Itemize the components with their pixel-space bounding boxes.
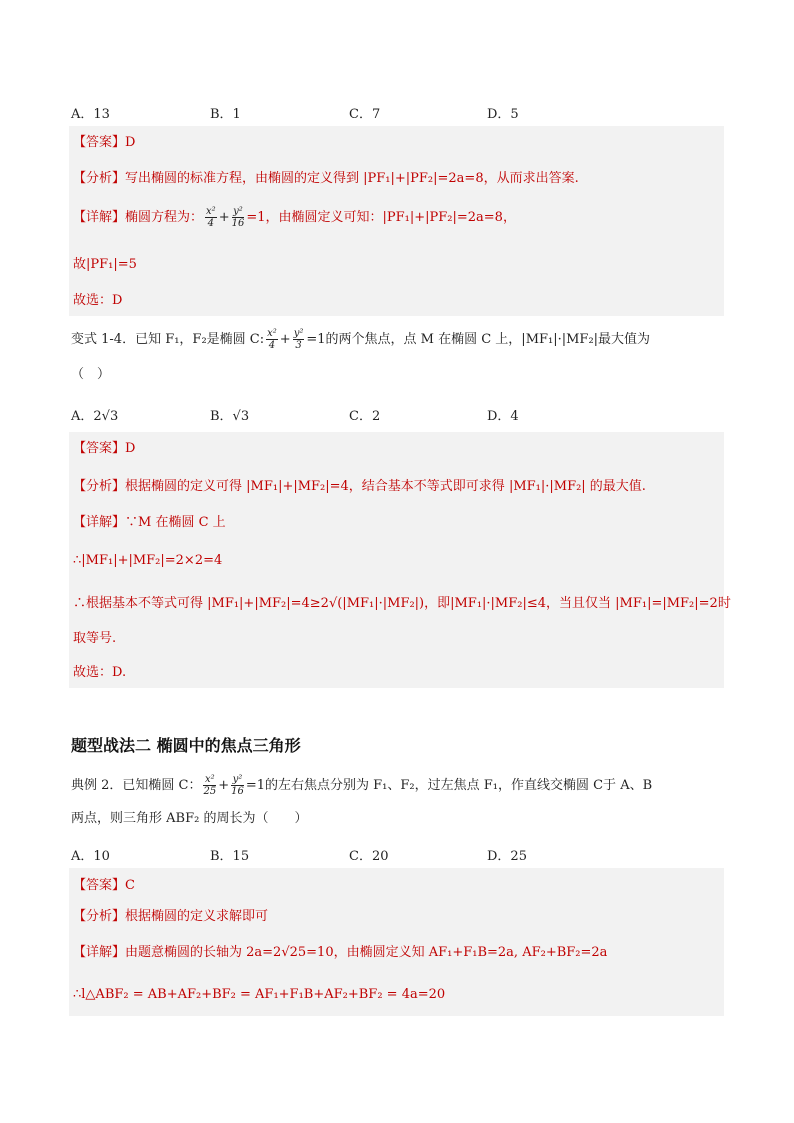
example2-solution-block bbox=[69, 868, 724, 1016]
fraction: $\frac{\text{x²}}{4}$ bbox=[267, 328, 277, 351]
variant-option-b: B．√3 bbox=[210, 409, 250, 424]
answer-value: D bbox=[125, 441, 136, 456]
fraction: $\frac{\text{x²}}{25}$ bbox=[203, 774, 217, 797]
example2-line2: ∴l△ABF₂ = AB+AF₂+BF₂ = AF₁+F₁B+AF₂+BF₂ = 4a=20 bbox=[73, 987, 446, 1002]
example2-analysis-row bbox=[73, 908, 268, 926]
variant-option-c: C．2 bbox=[349, 409, 381, 424]
variant-question bbox=[71, 328, 650, 351]
answer-tag: 【答案】 bbox=[73, 878, 126, 893]
plus-sign: + bbox=[218, 778, 230, 793]
variant-line5: 故选：D. bbox=[73, 665, 127, 680]
variant-option-d: D．4 bbox=[487, 409, 519, 424]
detail-text: 由题意椭圆的长轴为 2a=2√25=10，由椭圆定义知 AF₁+F₁B=2a, AF₂+BF₂=2a bbox=[125, 945, 608, 960]
q1-line3: 故选：D bbox=[73, 293, 123, 308]
q1-option-a: A．13 bbox=[71, 107, 110, 122]
q1-option-c: C．7 bbox=[349, 107, 381, 122]
plus-sign: + bbox=[218, 210, 230, 225]
answer-tag: 【答案】 bbox=[73, 441, 126, 456]
example2-option-d: D．25 bbox=[487, 849, 527, 864]
q1-option-d: D．5 bbox=[487, 107, 519, 122]
variant-line4: 取等号. bbox=[73, 631, 117, 646]
q1-solution-block bbox=[69, 126, 724, 316]
q1-answer-row bbox=[73, 134, 135, 152]
fraction: $\frac{\text{y²}}{16}$ bbox=[231, 774, 244, 797]
analysis-tag: 【分析】 bbox=[73, 479, 126, 494]
variant-analysis-row bbox=[73, 478, 646, 496]
example2-text-pre: 典例 2．已知椭圆 C： bbox=[71, 778, 202, 793]
answer-value: C bbox=[125, 878, 135, 893]
detail-tag: 【详解】 bbox=[73, 515, 126, 530]
detail-text: ∵M 在椭圆 C 上 bbox=[125, 515, 226, 530]
example2-options bbox=[71, 845, 631, 863]
detail-tag: 【详解】 bbox=[73, 945, 126, 960]
q1-line2: 故|PF₁|=5 bbox=[73, 257, 137, 272]
answer-value: D bbox=[125, 135, 136, 150]
example2-question bbox=[71, 774, 652, 797]
fraction: $\frac{\text{y²}}{16}$ bbox=[231, 206, 245, 229]
variant-answer-row bbox=[73, 440, 135, 458]
variant-line2: ∴|MF₁|+|MF₂|=2×2=4 bbox=[73, 553, 223, 568]
example2-answer-row bbox=[73, 877, 135, 895]
detail-pre: 椭圆方程为： bbox=[125, 210, 204, 225]
variant-options bbox=[71, 405, 631, 423]
example2-detail-row bbox=[73, 944, 607, 962]
analysis-tag: 【分析】 bbox=[73, 909, 126, 924]
variant-solution-block bbox=[69, 432, 731, 688]
q1-option-b: B．1 bbox=[210, 107, 241, 122]
variant-text-pre: 变式 1-4．已知 F₁，F₂是椭圆 C: bbox=[71, 332, 265, 347]
detail-tag: 【详解】 bbox=[73, 210, 126, 225]
plus-sign: + bbox=[279, 332, 291, 347]
analysis-tag: 【分析】 bbox=[73, 171, 126, 186]
analysis-text: 写出椭圆的标准方程，由椭圆的定义得到 |PF₁|+|PF₂|=2a=8，从而求出答案. bbox=[125, 171, 579, 186]
example2-option-a: A．10 bbox=[71, 849, 110, 864]
q1-analysis-row bbox=[73, 170, 579, 188]
variant-paren: （ ） bbox=[71, 367, 111, 382]
example2-option-c: C．20 bbox=[349, 849, 389, 864]
analysis-text: 根据椭圆的定义求解即可 bbox=[125, 909, 269, 924]
variant-text-post: =1的两个焦点，点 M 在椭圆 C 上，|MF₁|·|MF₂|最大值为 bbox=[306, 332, 651, 347]
example2-line2: 两点，则三角形 ABF₂ 的周长为（ ） bbox=[71, 811, 308, 826]
section-heading: 题型战法二 椭圆中的焦点三角形 bbox=[71, 736, 301, 755]
example2-option-b: B．15 bbox=[210, 849, 250, 864]
detail-post: =1，由椭圆定义可知：|PF₁|+|PF₂|=2a=8， bbox=[246, 210, 516, 225]
analysis-text: 根据椭圆的定义可得 |MF₁|+|MF₂|=4，结合基本不等式即可求得 |MF₁|·|MF₂| 的最大值. bbox=[125, 479, 646, 494]
fraction: $\frac{\text{x²}}{4}$ bbox=[206, 206, 216, 229]
fraction: $\frac{\text{y²}}{3}$ bbox=[293, 328, 304, 351]
variant-line3: ∴根据基本不等式可得 |MF₁|+|MF₂|=4≥2√(|MF₁|·|MF₂|)，即|MF₁|·|MF₂|≤4，当且仅当 |MF₁|=|MF₂|=2时 bbox=[73, 596, 731, 611]
q1-detail-row bbox=[73, 206, 516, 229]
variant-option-a: A．2√3 bbox=[71, 409, 119, 424]
example2-text-post: =1的左右焦点分别为 F₁、F₂，过左焦点 F₁，作直线交椭圆 C于 A、B bbox=[245, 778, 653, 793]
answer-tag: 【答案】 bbox=[73, 135, 126, 150]
q1-options bbox=[71, 103, 631, 121]
variant-detail-row bbox=[73, 514, 226, 532]
